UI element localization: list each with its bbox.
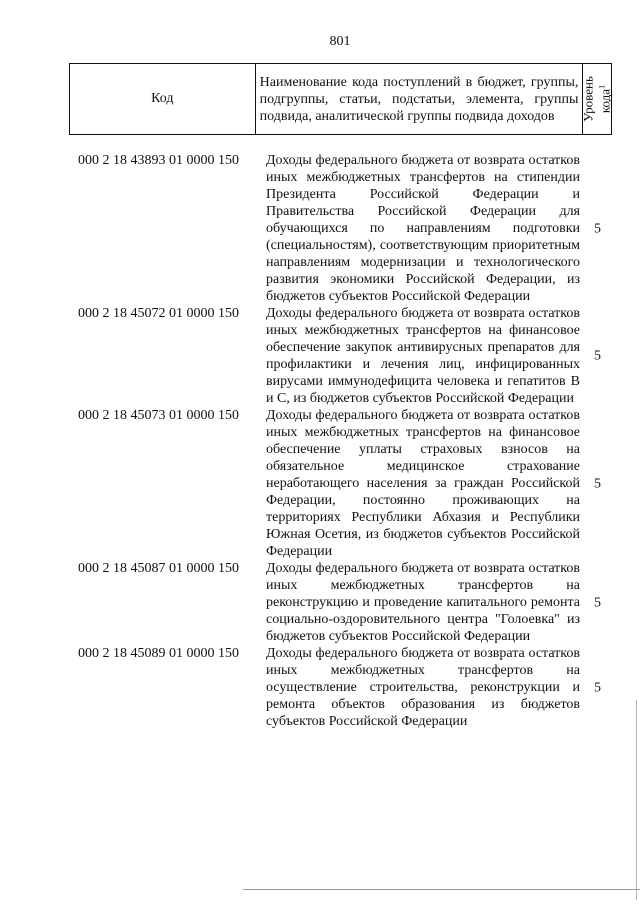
header-level-cell [580, 64, 613, 135]
header-code-cell: Код [70, 64, 256, 135]
row-level: 5 [594, 221, 601, 236]
row-level: 5 [594, 348, 601, 364]
row-name: Доходы федерального бюджета от возврата остатков иных межбюджетных трансфертов на осуществление строительства, реконструкции и ремонта объектов образования из бюджетов субъектов Российской Федерации [266, 646, 580, 729]
table-row [0, 407, 640, 560]
header-level-line1: Уровень [580, 76, 596, 122]
row-name: Доходы федерального бюджета от возврата остатков иных межбюджетных трансфертов на реконструкцию и проведение капитального ремонта социально-оздоровительного центра "Голоевка" из бюджетов субъектов Российской Федерации [266, 561, 580, 644]
page-number: 801 [329, 34, 351, 49]
row-code: 000 2 18 45073 01 0000 150 [78, 408, 239, 423]
row-name: Доходы федерального бюджета от возврата остатков иных межбюджетных трансфертов на финансовое обеспечение закупок антивирусных препаратов для профилактики и лечения лиц, инфицированных вирусами иммунодефицита человека и гепатитов B и C, из бюджетов субъектов Российской Федерации [266, 306, 580, 406]
row-code: 000 2 18 45089 01 0000 150 [78, 646, 239, 661]
row-level: 5 [594, 680, 601, 695]
scan-edge-vertical-line [636, 700, 637, 900]
table-row [0, 305, 640, 407]
row-level: 5 [594, 476, 601, 491]
row-name: Доходы федерального бюджета от возврата остатков иных межбюджетных трансфертов на финансовое обеспечение уплаты страховых взносов на обязательное медицинское страхование неработающего населения за граждан Российской Федерации, постоянно проживающих на территориях Республики Абхазия и Республики Южная Осетия, из бюджетов субъектов Российской Федерации [266, 408, 580, 559]
header-level-line2: кода [597, 88, 613, 114]
table-body [0, 152, 640, 730]
row-name: Доходы федерального бюджета от возврата остатков иных межбюджетных трансфертов на стипендии Президента Российской Федерации и Правительства Российской Федерации для обучающихся по направлениям подготовки (специальностям), соответствующим приоритетным направлениям модернизации и технологического развития экономики Российской Федерации, из бюджетов субъектов Российской Федерации [266, 153, 580, 304]
row-level: 5 [594, 595, 601, 610]
header-level-label [582, 76, 613, 122]
row-code: 000 2 18 45087 01 0000 150 [78, 561, 239, 576]
row-code: 000 2 18 45072 01 0000 150 [78, 306, 239, 321]
table-row [0, 560, 640, 645]
table-row [0, 152, 640, 305]
row-code: 000 2 18 43893 01 0000 150 [78, 153, 239, 168]
header-name-cell: Наименование кода поступлений в бюджет, группы, подгруппы, статьи, подстатьи, элемента, группы подвида, аналитической группы подвида доходов [255, 64, 583, 135]
header-level-footnote: 1 [597, 84, 607, 89]
scan-edge-line [243, 889, 640, 890]
table-row [0, 645, 640, 730]
table-header [69, 63, 612, 135]
